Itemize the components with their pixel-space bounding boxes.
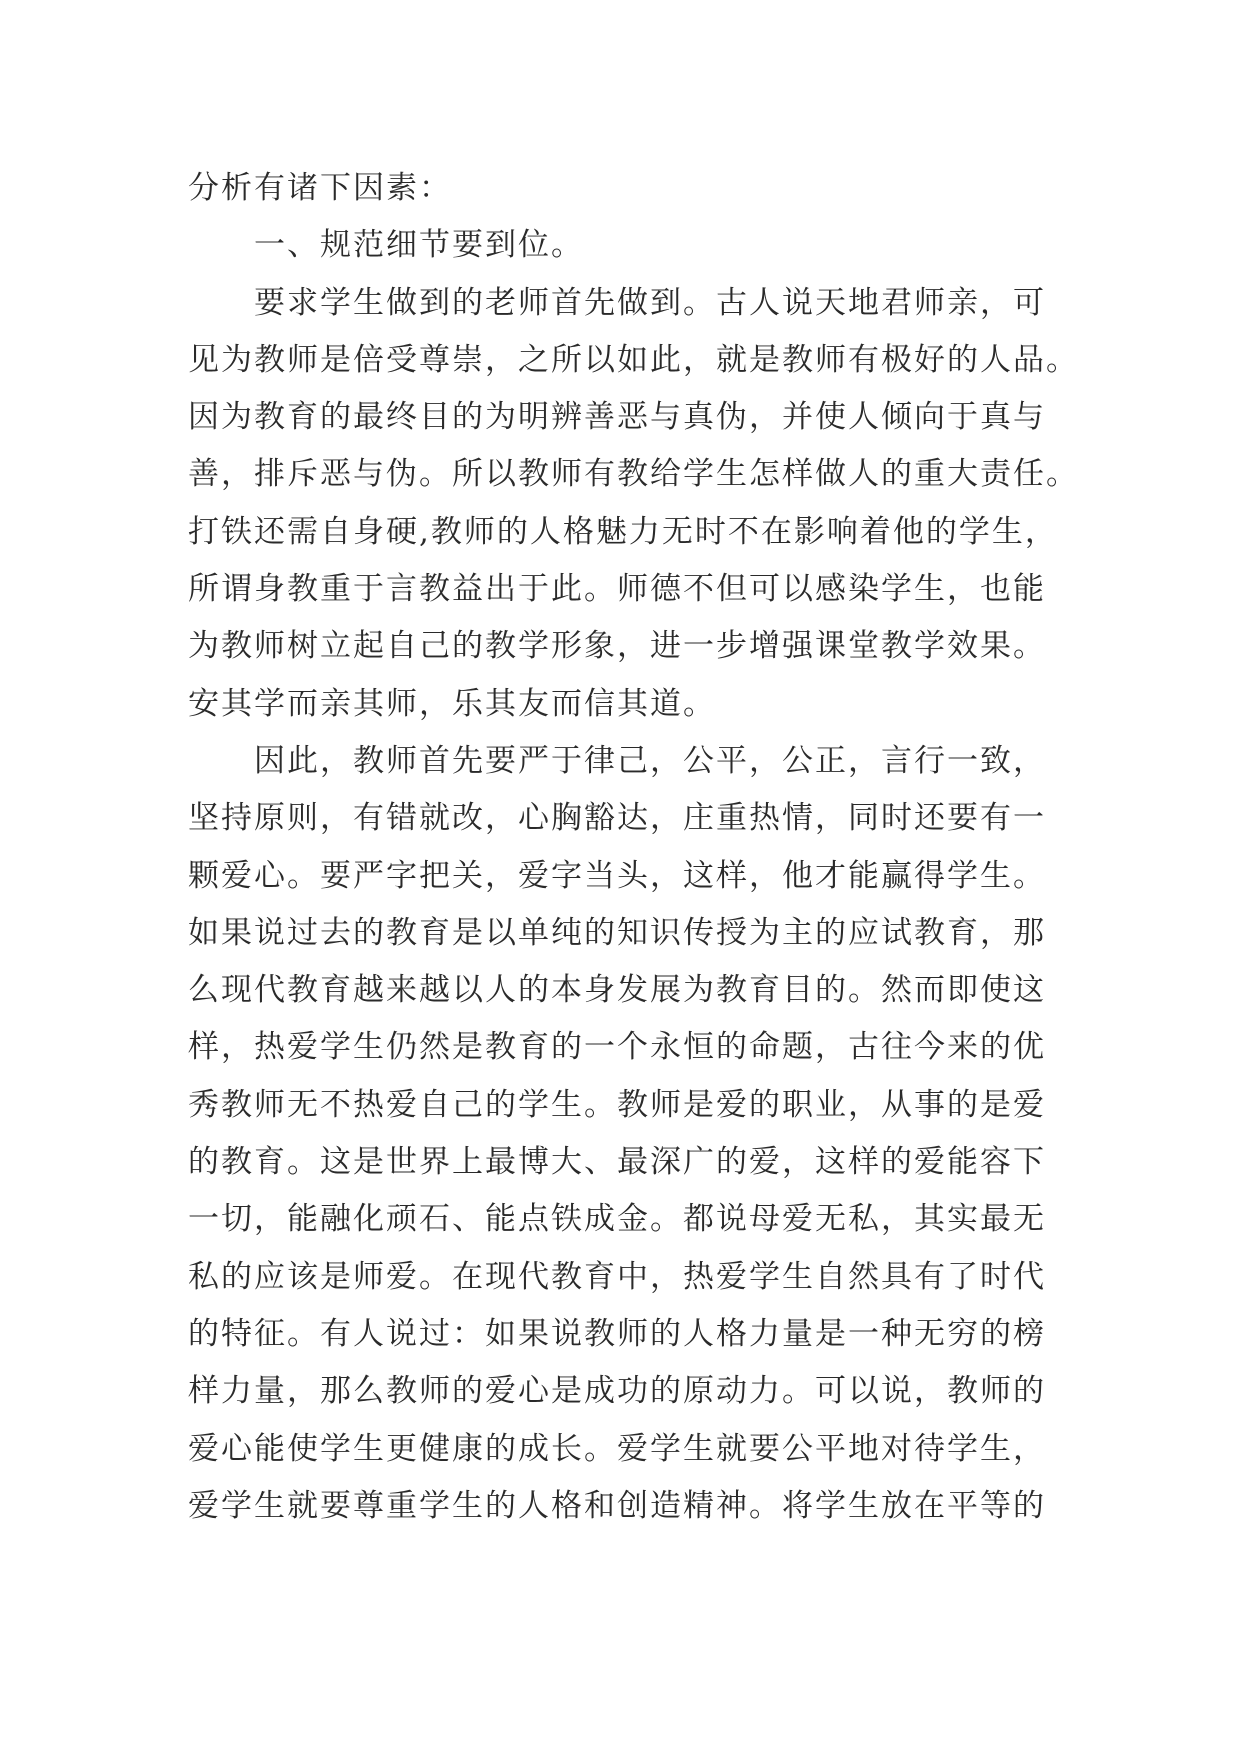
text-line: 为教师树立起自己的教学形象，进一步增强课堂教学效果。 bbox=[188, 628, 1046, 665]
text-line: 的特征。有人说过：如果说教师的人格力量是一种无穷的榜 bbox=[188, 1315, 1046, 1352]
text-line: 一切，能融化顽石、能点铁成金。都说母爱无私，其实最无 bbox=[188, 1201, 1046, 1238]
text-line: 秀教师无不热爱自己的学生。教师是爱的职业，从事的是爱 bbox=[188, 1086, 1046, 1123]
document-body bbox=[188, 160, 1079, 1535]
text-line: 的教育。这是世界上最博大、最深广的爱，这样的爱能容下 bbox=[188, 1144, 1046, 1181]
text-line: 因为教育的最终目的为明辨善恶与真伪，并使人倾向于真与 bbox=[188, 399, 1046, 436]
text-line: 见为教师是倍受尊崇，之所以如此，就是教师有极好的人品。 bbox=[188, 341, 1079, 378]
text-line: 爱心能使学生更健康的成长。爱学生就要公平地对待学生， bbox=[188, 1430, 1046, 1467]
text-line: 坚持原则，有错就改，心胸豁达，庄重热情，同时还要有一 bbox=[188, 800, 1046, 837]
text-line: 分析有诸下因素： bbox=[188, 170, 452, 206]
text-line: 因此，教师首先要严于律己，公平，公正，言行一致， bbox=[254, 742, 1046, 779]
text-line: 善，排斥恶与伪。所以教师有教给学生怎样做人的重大责任。 bbox=[188, 456, 1079, 493]
text-line: 私的应该是师爱。在现代教育中，热爱学生自然具有了时代 bbox=[188, 1258, 1046, 1295]
text-line: 一、规范细节要到位。 bbox=[254, 227, 584, 264]
text-line: 颗爱心。要严字把关，爱字当头，这样，他才能赢得学生。 bbox=[188, 857, 1046, 894]
text-line: 样力量，那么教师的爱心是成功的原动力。可以说，教师的 bbox=[188, 1373, 1046, 1410]
text-line: 如果说过去的教育是以单纯的知识传授为主的应试教育，那 bbox=[188, 914, 1046, 951]
text-line: 样，热爱学生仍然是教育的一个永恒的命题，古往今来的优 bbox=[188, 1029, 1046, 1066]
text-line: 么现代教育越来越以人的本身发展为教育目的。然而即使这 bbox=[188, 972, 1046, 1009]
text-line: 要求学生做到的老师首先做到。古人说天地君师亲，可 bbox=[254, 284, 1046, 321]
text-line: 所谓身教重于言教益出于此。师德不但可以感染学生，也能 bbox=[188, 571, 1046, 608]
text-line: 爱学生就要尊重学生的人格和创造精神。将学生放在平等的 bbox=[188, 1487, 1046, 1524]
text-line: 打铁还需自身硬,教师的人格魅力无时不在影响着他的学生， bbox=[188, 513, 1058, 550]
text-line: 安其学而亲其师，乐其友而信其道。 bbox=[188, 685, 716, 722]
